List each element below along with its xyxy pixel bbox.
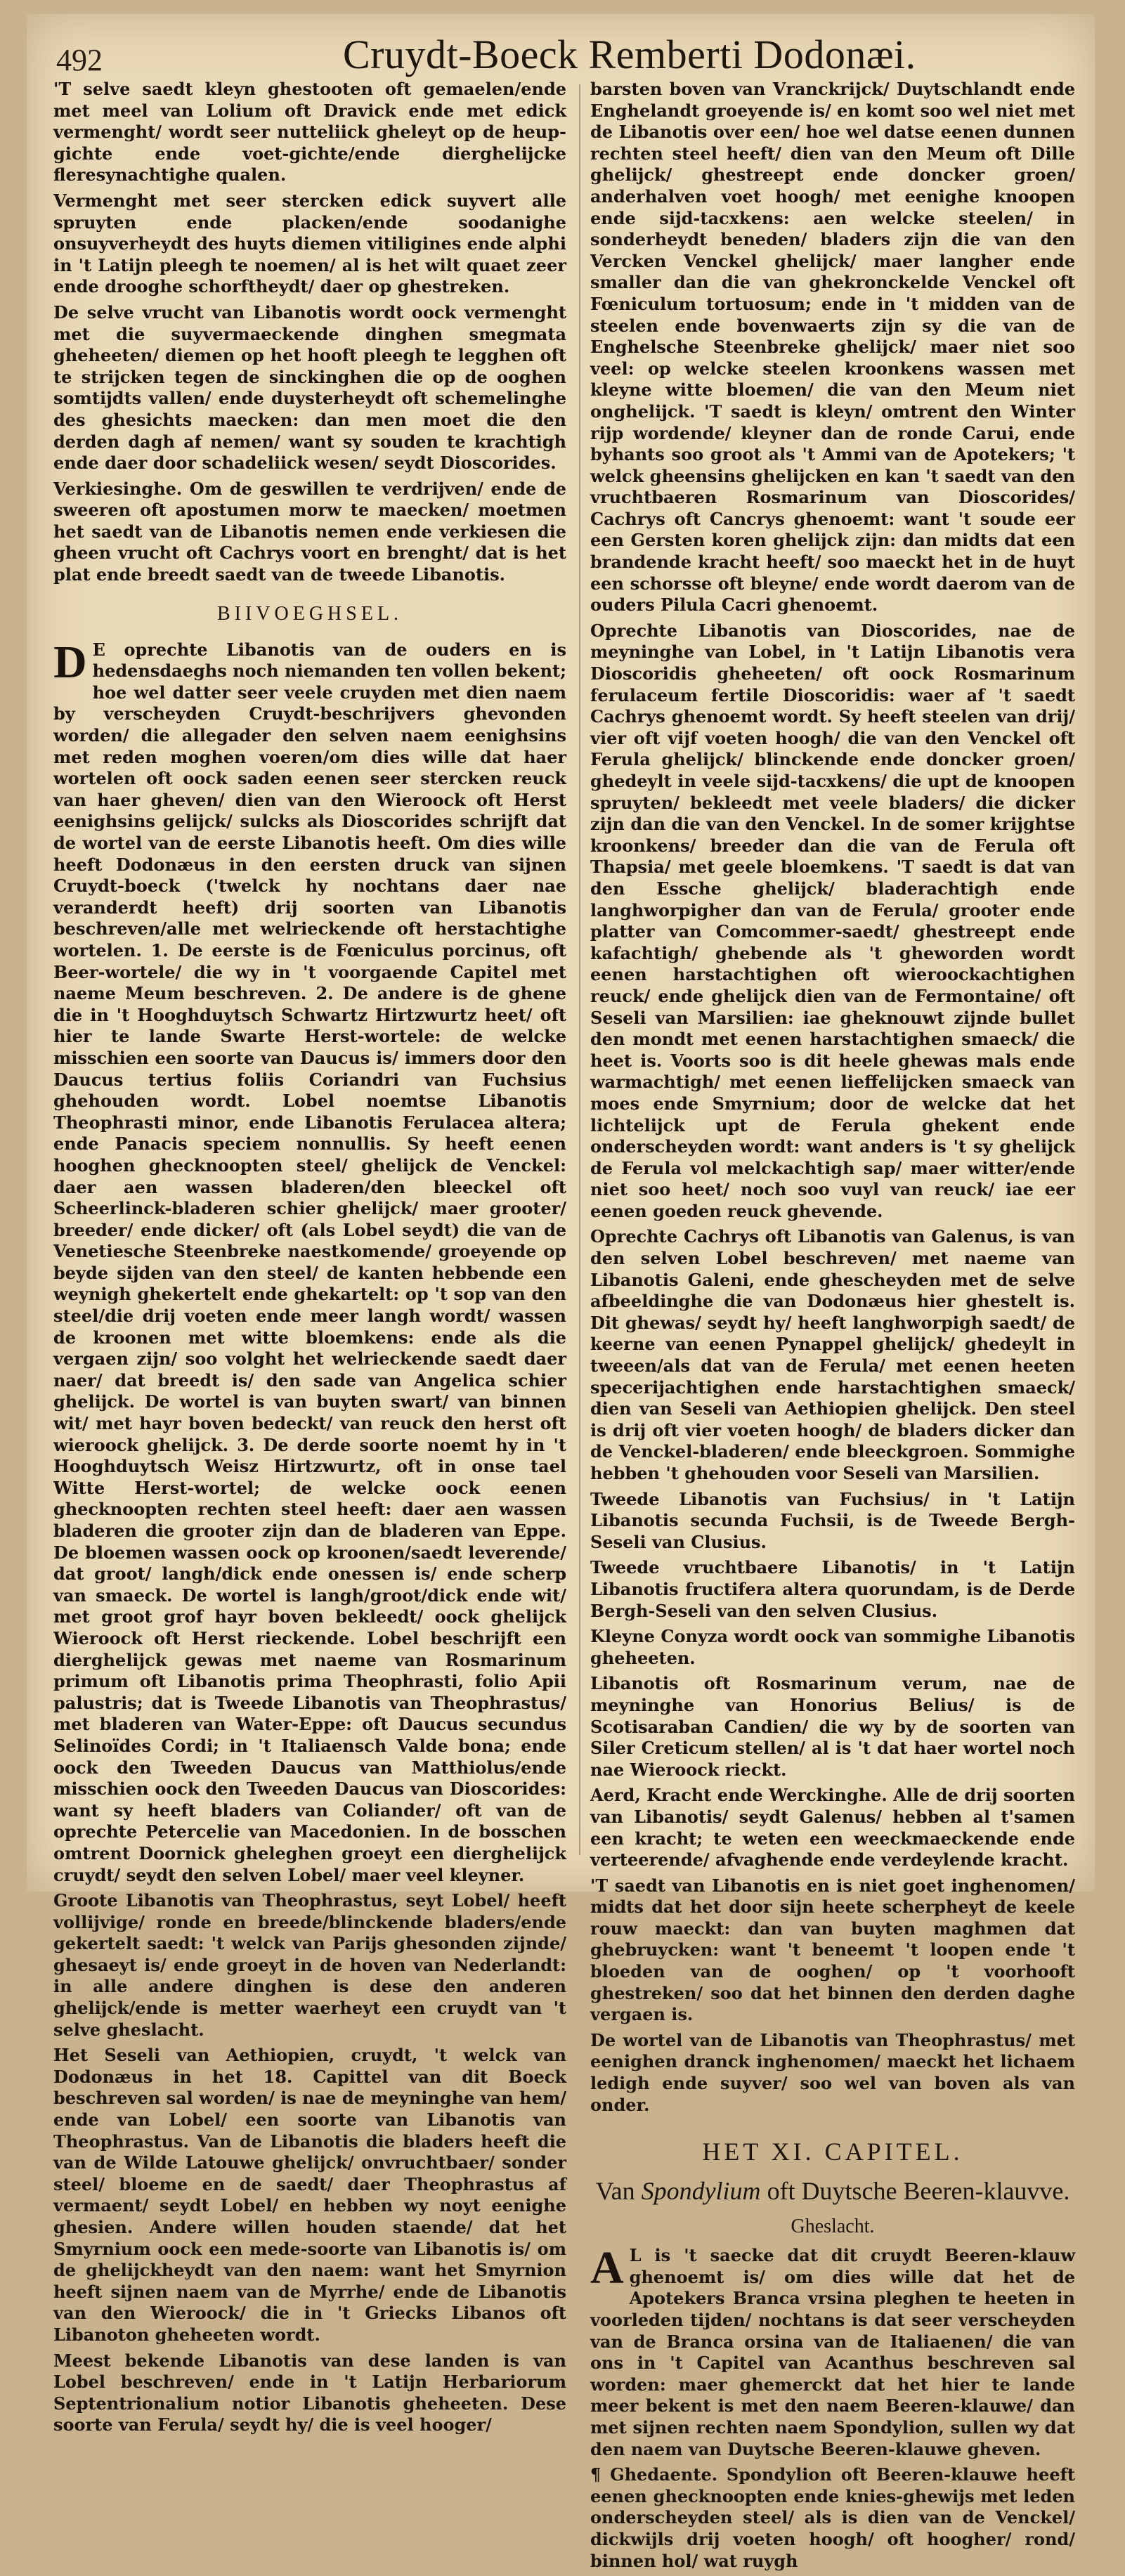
paragraph: barsten boven van Vranckrijck/ Duytschlandt ende Enghelandt groeyende is/ en komt soo wel niet met de Libanotis over een/ hoe wel datse eenen dunnen rechten steel heeft/ dien van den Meum oft Dille ghelijck/ ghestreept ende doncker groen/ anderhalven voet hoogh/ met eenighe knoopen ende sijd-tacxkens: aen welcke steelen/ in sonderheydt beneden/ bladers zijn die van den Vercken Venckel ghelijck/ maer langher ende smaller dan die van ghekronckelde Venckel oft Fœniculum tortuosum; ende in 't midden van de steelen ende bovenwaerts zijn sy die van de Enghelsche Steenbreke ghelijck/ maer niet soo veel: op welcke steelen kroonkens wassen met kleyne witte bloemen/ die van den Meum niet onghelijck. 'T saedt is kleyn/ omtrent den Winter rijp wordende/ kleyner dan de ronde Carui, ende byhants soo groot als 't Ammi van de Apotekers; 't welck gheensins ghelijcken en kan 't saedt van den vruchtbaeren Rosmarinum van Dioscorides/ Cachrys oft Cancrys ghenoemt: want 't soude eer een Gersten koren ghelijck zijn: dan midts dat een brandende kracht heeft/ soo maeckt het in de huyt een schorsse oft bleyne/ ende wordt daerom van de ouders Pilula Cacri ghenoemt. <box>590 79 1075 616</box>
paragraph: Oprechte Cachrys oft Libanotis van Galenus, is van den selven Lobel beschreven/ met naeme van Libanotis Galeni, ende ghescheyden met de selve afbeeldinghe die van Dodonæus hier ghestelt is. Dit ghewas/ seydt hy/ heeft langhworpigh saedt/ de keerne van eenen Pynappel ghelijck/ ghedeylt in tweeen/als dat van de Ferula/ met eenen heeten specerijachtighen ende harstachtighen smaeck/ dien van Seseli van Aethiopien ghelijck. Den steel is drij oft vier voeten hoogh/ de bladers dicker dan de Venckel-bladeren/ ende bleeckgroen. Sommighe hebben 't ghehouden voor Seseli van Marsilien. <box>590 1226 1075 1483</box>
left-column <box>53 79 566 2440</box>
paragraph: 'T selve saedt kleyn ghestooten oft gemaelen/ende met meel van Lolium oft Dravick ende met edick vermenght/ wordt seer nutteliick gheleyt op de heup-gichte ende voet-gichte/ende dierghelijcke fleresynachtighe qualen. <box>53 79 566 186</box>
running-head <box>27 27 1095 83</box>
supplement-paragraph: Meest bekende Libanotis van dese landen is van Lobel beschreven/ ende in 't Latijn Herbariorum Septentrionalium notior Libanotis gheheeten. Dese soorte van Ferula/ seydt hy/ die is veel hooger/ <box>53 2350 566 2435</box>
chapter-subtitle <box>590 2176 1075 2206</box>
chapter-subtitle-prefix: Van <box>595 2177 635 2206</box>
chapter-subtitle-italic: Spondylium <box>641 2177 761 2206</box>
drop-cap: A <box>590 2242 624 2294</box>
paragraph: De wortel van de Libanotis van Theophrastus/ met eenighen dranck inghenomen/ maeckt het lichaem ledigh ende suyver/ soo wel van boven als van onder. <box>590 2029 1075 2115</box>
chapter-paragraph <box>590 2242 1075 2460</box>
paragraph: Verkiesinghe. Om de geswillen te verdrijven/ ende de sweeren oft apostumen morw te maecken/ moetmen het saedt van de Libanotis nemen ende verkiesen die gheen vrucht oft Cachrys voort en brenght/ dat is het plat ende breedt saedt van de tweede Libanotis. <box>53 478 566 585</box>
book-page <box>27 14 1095 2571</box>
paragraph: De selve vrucht van Libanotis wordt oock vermenght met die suyvermaeckende dinghen smegmata gheheeten/ diemen op het hooft pleegh te legghen oft te strijcken tegen de sinckinghen die op de ooghen somtijdts vallen/ ende duysterheydt oft schemelinghe des ghesichts maecken: dan men moet die den derden dagh af nemen/ want sy souden te krachtigh ende daer door schadeliick wesen/ seydt Dioscorides. <box>53 301 566 474</box>
paragraph: Libanotis oft Rosmarinum verum, nae de meyninghe van Honorius Belius/ is de Scotisaraban Candien/ die wy by de soorten van Siler Creticum stellen/ al is 't dat haer wortel noch nae Wieroock rieckt. <box>590 1673 1075 1780</box>
chapter-heading: HET XI. CAPITEL. <box>702 2138 963 2166</box>
paragraph: Vermenght met seer stercken edick suyvert alle spruyten ende placken/ende soodanighe onsuyverheydt des huyts diemen vitiligines ende alphi in 't Latijn pleegh te noemen/ al is het wilt quaet zeer ende drooghe schorftheydt/ daer op ghestreken. <box>53 190 566 297</box>
supplement-paragraph: Groote Libanotis van Theophrastus, seyt Lobel/ heeft vollijvige/ ronde en breede/blinckende bladers/ende gekertelt saedt: 't welck van Parijs ghesonden zijnde/ ghesaeyt is/ ende groeyt in de hoven van Nederlandt: in alle andere dinghen is dese den anderen ghelijck/ende is metter waerheyt een cruydt van 't selve gheslacht. <box>53 1890 566 2040</box>
running-title: Cruydt-Boeck Remberti Dodonæi. <box>343 32 916 77</box>
paragraph: Aerd, Kracht ende Werckinghe. Alle de drij soorten van Libanotis/ seydt Galenus/ hebben al t'samen een kracht; te weten een weeckmaeckende ende verteerende/ afvaghende ende verdeylende kracht. <box>590 1785 1075 1871</box>
section-heading: BIIVOEGHSEL. <box>216 602 403 625</box>
paragraph: Kleyne Conyza wordt oock van sommighe Libanotis gheheeten. <box>590 1626 1075 1668</box>
chapter-subtitle-suffix: oft Duytsche Beeren-klauvve. <box>767 2177 1070 2206</box>
column-divider <box>579 84 580 1855</box>
paragraph: Tweede vruchtbaere Libanotis/ in 't Latijn Libanotis fructifera altera quorundam, is de Derde Bergh-Seseli van den selven Clusius. <box>590 1557 1075 1621</box>
page-number: 492 <box>56 43 103 77</box>
chapter-text: L is 't saecke dat dit cruydt Beeren-klauw ghenoemt is/ om dies wille dat het de Apotekers Branca vrsina pleghen te heeten in voorleden tijden/ nochtans is dat seer verscheyden van de Branca orsina van de Italiaenen/ die van ons in 't Capitel van Acanthus beschreven sal worden: maer ghemerckt dat het hier te lande meer bekent is met den naem Beeren-klauwe/ dan met sijnen rechten naem Spondylion, sullen wy dat den naem van Duytsche Beeren-klauwe gheven. <box>590 2245 1075 2459</box>
drop-cap: D <box>53 636 87 688</box>
chapter-paragraph: ¶ Ghedaente. Spondylion oft Beeren-klauwe heeft eenen ghecknoopten ende knies-ghewijs met leden onderscheyden steel/ als is dien van de Venckel/ dickwijls drij voeten hoogh/ oft hoogher/ rond/ binnen hol/ wat ruygh <box>590 2464 1075 2571</box>
paragraph: 'T saedt van Libanotis en is niet goet inghenomen/ midts dat het door sijn heete scherpheyt de keele rouw maeckt: dan van buyten maghmen dat ghebruycken: want 't beneemt 't loopen ende 't bloeden van de ooghen/ op 't voorhooft ghestreken/ soo dat het binnen den derden daghe vergaen is. <box>590 1875 1075 2025</box>
supplement-paragraph <box>53 636 566 1886</box>
supplement-text: E oprechte Libanotis van de ouders en is hedensdaeghs noch niemanden ten vollen bekent; hoe wel datter seer veele cruyden met dien naem by verscheyden Cruydt-beschrijvers ghevonden worden/ die allegader den selven naem eenighsins met reden moghen voeren/om dies wille dat haer wortelen oft oock saden eenen seer stercken reuck van haer gheven/ dien van den Wieroock oft Herst eenighsins gelijck/ sulcks als Dioscorides schrijft dat de wortel van de eerste Libanotis heeft. Om dies wille heeft Dodonæus in den eersten druck van sijnen Cruydt-boeck ('twelck hy nochtans daer nae veranderdt heeft) drij soorten van Libanotis beschreven/alle met welrieckende oft herstachtighe wortelen. 1. De eerste is de Fœniculus porcinus, oft Beer-wortele/ die wy in 't voorgaende Capitel met naeme Meum beschreven. 2. De andere is de ghene die in 't Hooghduytsch Schwartz Hirtzwurtz heet/ oft hier te lande Swarte Herst-wortele: de welcke misschien een soorte van Daucus is/ immers door den Daucus tertius foliis Coriandri van Fuchsius ghehouden wordt. Lobel noemtse Libanotis Theophrasti minor, ende Libanotis Ferulacea altera; ende Panacis speciem nonnullis. Sy heeft eenen hooghen ghecknoopten steel/ ghelijck de Venckel: daer aen wassen bladeren/den bleeckel oft Scheerlinck-bladeren schier ghelijck/ maer grooter/ breeder/ ende dicker/ oft (als Lobel seydt) die van de Venetiesche Steenbreke naestkomende/ groeyende op beyde sijden van den steel/ de kanten hebbende een weynigh ghekertelt ende ghekartelt: op 't sop van den steel/die drij voeten ende meer langh wordt/ wassen de kroonen met witte bloemkens: ende als die vergaen zijn/ soo volght het welrieckende saedt daer naer/ dat breedt is/ den sade van Angelica schier ghelijck. De wortel is van buyten swart/ van binnen wit/ met hayr boven bedeckt/ van reuck den herst oft wieroock ghelijck. 3. De derde soorte noemt hy in 't Hooghduytsch Weisz Hirtzwurtz, oft in onse tael Witte Herst-wortel; de welcke oock eenen ghecknoopten rechten steel heeft: daer aen wassen bladeren die grooter zijn dan de bladeren van Eppe. De bloemen wassen oock op kroonen/saedt leverende/ dat groot/ langh/dick ende onessen is/ ende scherp van smaeck. De wortel is langh/groot/dick ende wit/ met groot grof hayr boven bekleedt/ oock ghelijck Wieroock oft Herst rieckende. Lobel beschrijft een dierghelijck gewas met naeme van Rosmarinum primum oft Libanotis prima Theophrasti, folio Apii palustris; dat is Tweede Libanotis van Theophrastus/ met bladeren van Water-Eppe: oft Daucus secundus Selinoïdes Cordi; in 't Italiaensch Valde bona; ende oock den Tweeden Daucus van Matthiolus/ende misschien oock den Tweeden Daucus van Dioscorides: want sy heeft bladers van Coliander/ oft van de oprechte Petercelie van Macedonien. In de bosschen omtrent Doornick gheleghen groeyt een dierghelijck cruydt/ seydt den selven Lobel/ maer veel kleyner. <box>53 639 566 1885</box>
subheading: Gheslacht. <box>791 2216 875 2238</box>
supplement-paragraph: Het Seseli van Aethiopien, cruydt, 't welck van Dodonæus in het 18. Capittel van dit Boeck beschreven sal worden/ is nae de meyninghe van hem/ ende van Lobel/ een soorte van Libanotis van Theophrastus. Van de Libanotis die bladers heeft die van de Wilde Latouwe ghelijck/ onvruchtbaer/ sonder steel/ bloeme en de saedt/ daer Theophrastus af vermaent/ seydt Lobel/ en hebben wy noyt eenighe ghesien. Andere willen houden staende/ dat het Smyrnium oock een mede-soorte van Libanotis is/ om de ghelijckheydt van den naem: want het Smyrnion heeft sijnen naem van de Myrrhe/ ende de Libanotis van den Wieroock/ die in 't Griecks Libanos oft Libanoton gheheeten wordt. <box>53 2045 566 2345</box>
right-column <box>590 79 1075 2576</box>
paragraph: Tweede Libanotis van Fuchsius/ in 't Latijn Libanotis secunda Fuchsii, is de Tweede Bergh-Seseli van Clusius. <box>590 1488 1075 1552</box>
paragraph: Oprechte Libanotis van Dioscorides, nae de meyninghe van Lobel, in 't Latijn Libanotis vera Dioscoridis gheheeten/ oft oock Rosmarinum ferulaceum fertile Dioscoridis: waer af 't saedt Cachrys ghenoemt wordt. Sy heeft steelen van drij/ vier oft vijf voeten hoogh/ die van den Venckel oft Ferula ghelijck/ blinckende ende doncker groen/ ghedeylt in veele sijd-tacxkens/ die upt de knoopen spruyten/ bekleedt met veele bladers/ die dicker zijn dan die van den Venckel. In de somer krijghtse kroonkens/ breeder dan die van de Ferula oft Thapsia/ met geele bloemkens. 'T saedt is dat van den Essche ghelijck/ bladerachtigh ende langhworpigher dan van de Ferula/ grooter ende platter van Comcommer-saedt/ ghestreept ende kafachtigh/ ghebende als 't gheworden wordt eenen harstachtighen oft wieroockachtighen reuck/ ende ghelijck dien van de Fermontaine/ oft Seseli van Marsilien: iae gheknouwt zijnde bullet den mondt met eenen harstachtighen smaeck/ die heet is. Voorts soo is dit heele ghewas mals ende warmachtigh/ met eenen lieffelijcken smaeck van moes ende Smyrnium; door de welcke dat het lichtelijck upt de Ferula ghekent ende onderscheyden wordt: want anders is 't sy ghelijck de Ferula vol melckachtigh sap/ maer witter/ende niet soo heet/ noch soo vuyl van reuck/ iae eer eenen goeden reuck ghevende. <box>590 620 1075 1221</box>
